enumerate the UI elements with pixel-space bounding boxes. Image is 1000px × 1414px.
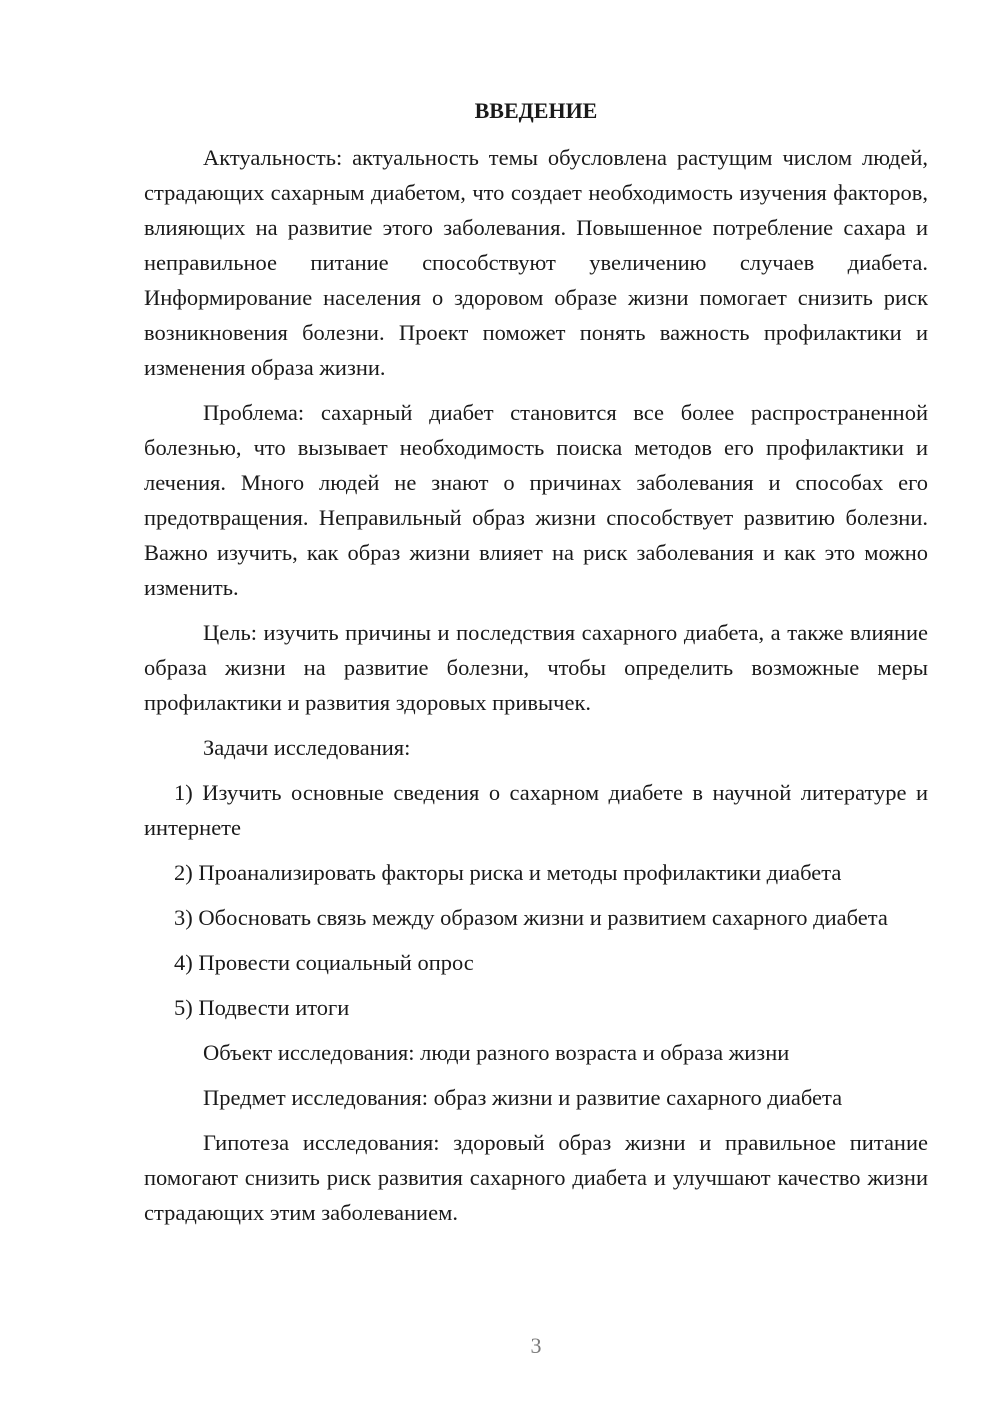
goal-paragraph: Цель: изучить причины и последствия сахарного диабета, а также влияние образа жизни на развитие болезни, чтобы определить возможные меры профилактики и развития здоровых привычек.: [144, 620, 928, 715]
tasks-heading: Задачи исследования:: [203, 735, 411, 760]
research-subject: Предмет исследования: образ жизни и развитие сахарного диабета: [203, 1085, 843, 1110]
page-number: 3: [530, 1333, 542, 1358]
task-item-3: 3) Обосновать связь между образом жизни и развитием сахарного диабета: [174, 905, 888, 930]
task-item-1: 1) Изучить основные сведения о сахарном диабете в научной литературе и интернете: [144, 780, 928, 840]
page-content: [144, 93, 928, 1240]
research-hypothesis: Гипотеза исследования: здоровый образ жизни и правильное питание помогают снизить риск развития сахарного диабета и улучшают качество жизни страдающих этим заболеванием.: [144, 1130, 928, 1225]
task-item-5: 5) Подвести итоги: [174, 995, 350, 1020]
task-item-4: 4) Провести социальный опрос: [174, 950, 474, 975]
task-item-2: 2) Проанализировать факторы риска и методы профилактики диабета: [174, 860, 842, 885]
problem-paragraph: Проблема: сахарный диабет становится все более распространенной болезнью, что вызывает необходимость поиска методов его профилактики и лечения. Много людей не знают о причинах заболевания и способах его предотвращения. Неправильный образ жизни способствует развитию болезни. Важно изучить, как образ жизни влияет на риск заболевания и как это можно изменить.: [144, 400, 928, 600]
section-title: ВВЕДЕНИЕ: [474, 98, 598, 123]
research-object: Объект исследования: люди разного возраста и образа жизни: [203, 1040, 790, 1065]
relevance-paragraph: Актуальность: актуальность темы обусловлена растущим числом людей, страдающих сахарным диабетом, что создает необходимость изучения факторов, влияющих на развитие этого заболевания. Повышенное потребление сахара и неправильное питание способствуют увеличению случаев диабета. Информирование населения о здоровом образе жизни помогает снизить риск возникновения болезни. Проект поможет понять важность профилактики и изменения образа жизни.: [144, 145, 928, 380]
